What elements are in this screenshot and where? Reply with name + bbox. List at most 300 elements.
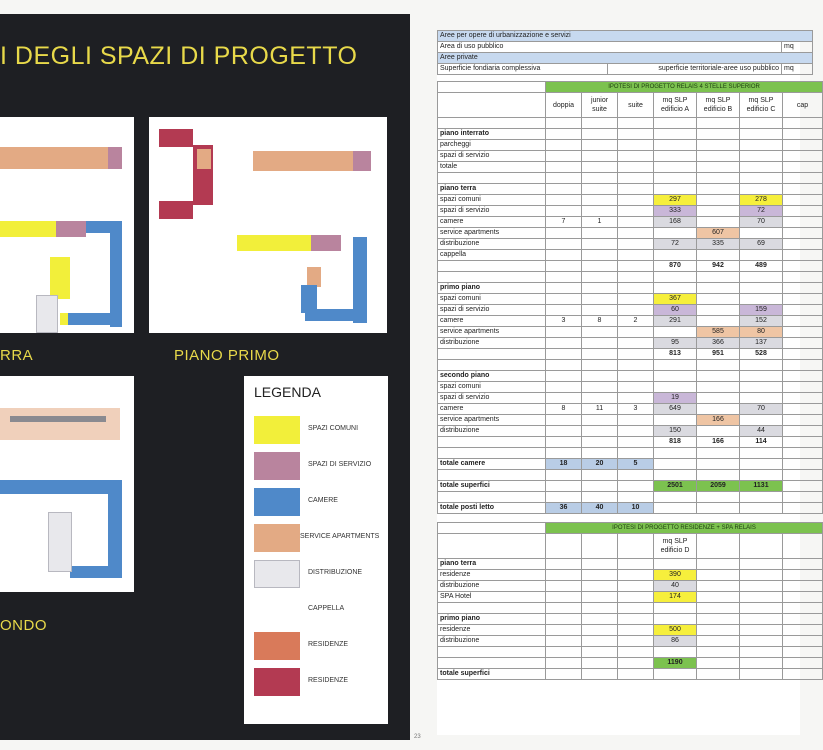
- summary-row: [438, 53, 813, 64]
- row-label: spazi comuni: [438, 294, 546, 305]
- total-value: 1190: [654, 658, 697, 669]
- empty-cell: [783, 459, 823, 470]
- summary-formula: superficie territoriale-aree uso pubblico: [608, 64, 782, 75]
- empty-cell: [438, 658, 546, 669]
- empty-cell: [438, 470, 546, 481]
- caption-piano-primo: PIANO PRIMO: [174, 347, 280, 364]
- value-cell: [740, 140, 783, 151]
- value-cell: 366: [697, 338, 740, 349]
- empty-cell: [783, 636, 823, 647]
- empty-cell: [654, 470, 697, 481]
- total-value: [697, 459, 740, 470]
- value-cell: [582, 250, 618, 261]
- row-label: SPA Hotel: [438, 592, 546, 603]
- summary-row: [438, 64, 813, 75]
- empty-cell: [783, 614, 823, 625]
- empty-cell: [740, 129, 783, 140]
- empty-cell: [654, 448, 697, 459]
- section-title: secondo piano: [438, 371, 546, 382]
- empty-cell: [697, 360, 740, 371]
- empty-cell: [618, 603, 654, 614]
- value-cell: [546, 250, 582, 261]
- total-value: 20: [582, 459, 618, 470]
- row-label: [438, 349, 546, 360]
- value-cell: [546, 239, 582, 250]
- empty-cell: [783, 426, 823, 437]
- empty-cell: [740, 371, 783, 382]
- value-cell: [618, 239, 654, 250]
- value-cell: [654, 162, 697, 173]
- total-value: [740, 459, 783, 470]
- value-cell: [697, 404, 740, 415]
- empty-cell: [582, 184, 618, 195]
- column-header: suite: [618, 93, 654, 118]
- value-cell: [740, 294, 783, 305]
- summary-unit: mq: [782, 42, 813, 53]
- column-header: doppia: [546, 93, 582, 118]
- empty-cell: [740, 559, 783, 570]
- value-cell: [582, 140, 618, 151]
- value-cell: [618, 338, 654, 349]
- empty-cell: [654, 129, 697, 140]
- value-cell: [546, 393, 582, 404]
- section-title: primo piano: [438, 614, 546, 625]
- value-cell: [740, 393, 783, 404]
- empty-cell: [546, 173, 582, 184]
- value-cell: [582, 327, 618, 338]
- empty-cell: [697, 581, 740, 592]
- table-row: [438, 415, 823, 426]
- legend-label: RESIDENZE: [308, 677, 349, 684]
- empty-cell: [546, 448, 582, 459]
- empty-cell: [783, 217, 823, 228]
- legend-item-residenze-a: [254, 632, 388, 660]
- empty-cell: [740, 448, 783, 459]
- legend-swatch: [254, 560, 300, 588]
- table-row: [438, 426, 823, 437]
- empty-cell: [618, 492, 654, 503]
- value-cell: [582, 151, 618, 162]
- spa-header: IPOTESI DI PROGETTO RESIDENZE + SPA RELAIS: [546, 523, 823, 534]
- empty-cell: [783, 338, 823, 349]
- empty-cell: [697, 283, 740, 294]
- row-label: [438, 437, 546, 448]
- table-row: [438, 570, 823, 581]
- table-row: [438, 305, 823, 316]
- empty-cell: [438, 272, 546, 283]
- total-value: [546, 481, 582, 492]
- value-cell: 607: [697, 228, 740, 239]
- value-cell: [546, 382, 582, 393]
- total-value: 1131: [740, 481, 783, 492]
- value-cell: 80: [740, 327, 783, 338]
- empty-cell: [546, 371, 582, 382]
- total-label: totale camere: [438, 459, 546, 470]
- legend-item-spazi-comuni: [254, 416, 388, 444]
- value-cell: 72: [740, 206, 783, 217]
- value-cell: [740, 382, 783, 393]
- value-cell: [546, 305, 582, 316]
- value-cell: [740, 415, 783, 426]
- caption-secondo-piano: ONDO: [0, 617, 47, 634]
- legend-label: CAPPELLA: [308, 605, 345, 612]
- empty-cell: [618, 592, 654, 603]
- empty-cell: [783, 448, 823, 459]
- section-title: piano terra: [438, 559, 546, 570]
- value-cell: [546, 437, 582, 448]
- spa-column-header-row: [438, 534, 823, 559]
- total-value: 18: [546, 459, 582, 470]
- empty-cell: [618, 658, 654, 669]
- value-cell: 168: [654, 217, 697, 228]
- empty-cell: [582, 470, 618, 481]
- column-header: mq SLP edificio B: [697, 93, 740, 118]
- row-label: camere: [438, 404, 546, 415]
- empty-cell: [546, 129, 582, 140]
- section-title-row: [438, 283, 823, 294]
- empty-cell: [783, 559, 823, 570]
- summary-unit: mq: [782, 64, 813, 75]
- empty-cell: [783, 360, 823, 371]
- value-cell: [697, 382, 740, 393]
- empty-cell: [582, 173, 618, 184]
- spa-header-row: [438, 523, 823, 534]
- subtotal-row: [438, 437, 823, 448]
- empty-cell: [697, 371, 740, 382]
- empty-cell: [783, 140, 823, 151]
- total-value: 5: [618, 459, 654, 470]
- empty-cell: [740, 592, 783, 603]
- value-cell: [618, 195, 654, 206]
- value-cell: 813: [654, 349, 697, 360]
- plan-piano-terra: [0, 117, 134, 333]
- empty-cell: [618, 669, 654, 680]
- value-cell: 291: [654, 316, 697, 327]
- spacer-row: [438, 272, 823, 283]
- empty-cell: [618, 184, 654, 195]
- empty-cell: [740, 625, 783, 636]
- empty-cell: [582, 492, 618, 503]
- table-row: [438, 393, 823, 404]
- empty-cell: [740, 118, 783, 129]
- value-cell: [618, 305, 654, 316]
- empty-cell: [697, 173, 740, 184]
- value-cell: [740, 162, 783, 173]
- value-cell: [546, 338, 582, 349]
- row-label: distribuzione: [438, 581, 546, 592]
- empty-cell: [546, 636, 582, 647]
- empty-cell: [783, 371, 823, 382]
- value-cell: [618, 206, 654, 217]
- column-header: cap: [783, 93, 823, 118]
- table-row: [438, 338, 823, 349]
- section-title: piano terra: [438, 184, 546, 195]
- total-label: totale posti letto: [438, 503, 546, 514]
- empty-cell: [783, 492, 823, 503]
- empty-cell: [783, 283, 823, 294]
- summary-label: Aree private: [438, 53, 813, 64]
- value-cell: 72: [654, 239, 697, 250]
- empty-cell: [438, 534, 546, 559]
- empty-cell: [546, 669, 582, 680]
- value-cell: [697, 206, 740, 217]
- legend-label: RESIDENZE: [308, 641, 349, 648]
- value-cell: [618, 415, 654, 426]
- empty-cell: [546, 658, 582, 669]
- empty-cell: [740, 647, 783, 658]
- empty-cell: [740, 570, 783, 581]
- empty-cell: [546, 559, 582, 570]
- empty-cell: [740, 492, 783, 503]
- value-cell: [654, 151, 697, 162]
- empty-cell: [654, 173, 697, 184]
- legend-item-service-apartments: [254, 524, 388, 552]
- value-cell: [618, 426, 654, 437]
- empty-cell: [697, 570, 740, 581]
- empty-cell: [783, 173, 823, 184]
- plan-secondo-piano: [0, 376, 134, 592]
- empty-cell: [783, 162, 823, 173]
- plan-piano-primo: [149, 117, 387, 333]
- empty-cell: [783, 382, 823, 393]
- total-label: totale superfici: [438, 669, 546, 680]
- total-value: 2059: [697, 481, 740, 492]
- value-cell: [582, 162, 618, 173]
- row-label: service apartments: [438, 415, 546, 426]
- summary-label: Aree per opere di urbanizzazione e servizi: [438, 31, 813, 42]
- value-cell: 335: [697, 239, 740, 250]
- empty-cell: [740, 173, 783, 184]
- empty-cell: [783, 658, 823, 669]
- value-cell: [582, 393, 618, 404]
- table-row: [438, 592, 823, 603]
- value-cell: [740, 228, 783, 239]
- empty-cell: [740, 283, 783, 294]
- value-cell: [654, 140, 697, 151]
- legend-label: SPAZI DI SERVIZIO: [308, 461, 372, 468]
- value-cell: [546, 327, 582, 338]
- empty-cell: [582, 592, 618, 603]
- empty-cell: [783, 239, 823, 250]
- empty-cell: [582, 448, 618, 459]
- empty-cell: [783, 437, 823, 448]
- total-value: [740, 503, 783, 514]
- empty-cell: [582, 559, 618, 570]
- value-cell: [546, 195, 582, 206]
- empty-cell: [618, 371, 654, 382]
- empty-cell: [618, 625, 654, 636]
- value-cell: 3: [618, 404, 654, 415]
- value-cell: 166: [697, 415, 740, 426]
- spacer-row: [438, 448, 823, 459]
- row-label: [438, 261, 546, 272]
- empty-cell: [783, 261, 823, 272]
- empty-cell: [697, 614, 740, 625]
- empty-cell: [783, 184, 823, 195]
- table-row: [438, 239, 823, 250]
- empty-cell: [546, 647, 582, 658]
- value-cell: [697, 151, 740, 162]
- empty-cell: [697, 118, 740, 129]
- empty-cell: [618, 559, 654, 570]
- table-row: [438, 327, 823, 338]
- value-cell: [582, 437, 618, 448]
- empty-cell: [783, 294, 823, 305]
- empty-cell: [438, 173, 546, 184]
- empty-cell: [438, 118, 546, 129]
- value-cell: [618, 162, 654, 173]
- empty-cell: [618, 173, 654, 184]
- total-value: [654, 503, 697, 514]
- table-row: [438, 316, 823, 327]
- empty-cell: [582, 625, 618, 636]
- spa-table: [437, 522, 823, 680]
- value-cell: 69: [740, 239, 783, 250]
- empty-cell: [740, 534, 783, 559]
- empty-cell: [740, 636, 783, 647]
- value-cell: 500: [654, 625, 697, 636]
- empty-cell: [740, 581, 783, 592]
- empty-cell: [783, 349, 823, 360]
- empty-cell: [697, 534, 740, 559]
- empty-cell: [783, 470, 823, 481]
- total-value: 2501: [654, 481, 697, 492]
- empty-cell: [740, 272, 783, 283]
- empty-cell: [582, 636, 618, 647]
- empty-cell: [546, 570, 582, 581]
- total-value: [697, 503, 740, 514]
- row-label: cappella: [438, 250, 546, 261]
- value-cell: [697, 426, 740, 437]
- empty-cell: [582, 658, 618, 669]
- column-header: mq SLP edificio C: [740, 93, 783, 118]
- row-label: distribuzione: [438, 239, 546, 250]
- legend-label: SERVICE APARTMENTS: [300, 533, 380, 540]
- empty-cell: [740, 603, 783, 614]
- empty-cell: [697, 592, 740, 603]
- total-value: 10: [618, 503, 654, 514]
- legend: [244, 376, 388, 724]
- value-cell: 114: [740, 437, 783, 448]
- value-cell: [618, 151, 654, 162]
- value-cell: 166: [697, 437, 740, 448]
- total-row: [438, 459, 823, 470]
- empty-cell: [783, 206, 823, 217]
- empty-cell: [783, 592, 823, 603]
- value-cell: [546, 349, 582, 360]
- empty-cell: [582, 647, 618, 658]
- empty-cell: [582, 272, 618, 283]
- relais-table: [437, 81, 823, 514]
- empty-cell: [582, 570, 618, 581]
- value-cell: [582, 239, 618, 250]
- value-cell: [546, 261, 582, 272]
- empty-cell: [783, 581, 823, 592]
- value-cell: [697, 162, 740, 173]
- value-cell: [582, 338, 618, 349]
- value-cell: 8: [582, 316, 618, 327]
- empty-cell: [697, 669, 740, 680]
- row-label: spazi di servizio: [438, 206, 546, 217]
- value-cell: [582, 382, 618, 393]
- row-label: totale: [438, 162, 546, 173]
- value-cell: [618, 327, 654, 338]
- row-label: spazi di servizio: [438, 393, 546, 404]
- value-cell: 95: [654, 338, 697, 349]
- spa-total-row: [438, 669, 823, 680]
- empty-cell: [546, 272, 582, 283]
- value-cell: 70: [740, 404, 783, 415]
- spacer-cell: [438, 93, 546, 118]
- row-label: distribuzione: [438, 338, 546, 349]
- total-value: 36: [546, 503, 582, 514]
- value-cell: 333: [654, 206, 697, 217]
- section-title-row: [438, 184, 823, 195]
- empty-cell: [740, 658, 783, 669]
- empty-cell: [654, 603, 697, 614]
- empty-cell: [546, 625, 582, 636]
- empty-cell: [697, 129, 740, 140]
- empty-cell: [618, 272, 654, 283]
- legend-item-cappella: [254, 596, 388, 624]
- empty-cell: [783, 316, 823, 327]
- empty-cell: [783, 404, 823, 415]
- empty-cell: [697, 647, 740, 658]
- top-summary-table: [437, 30, 813, 75]
- empty-cell: [783, 669, 823, 680]
- empty-cell: [546, 184, 582, 195]
- spacer-row: [438, 603, 823, 614]
- value-cell: [582, 195, 618, 206]
- section-title: primo piano: [438, 283, 546, 294]
- column-header: mq SLP edificio D: [654, 534, 697, 559]
- legend-swatch: [254, 596, 300, 624]
- empty-cell: [783, 625, 823, 636]
- empty-cell: [783, 151, 823, 162]
- value-cell: [582, 206, 618, 217]
- value-cell: [740, 151, 783, 162]
- empty-cell: [654, 647, 697, 658]
- summary-row: [438, 31, 813, 42]
- value-cell: [654, 382, 697, 393]
- table-row: [438, 217, 823, 228]
- empty-cell: [618, 647, 654, 658]
- row-label: distribuzione: [438, 426, 546, 437]
- total-label: totale superfici: [438, 481, 546, 492]
- value-cell: 367: [654, 294, 697, 305]
- value-cell: 8: [546, 404, 582, 415]
- value-cell: 1: [582, 217, 618, 228]
- value-cell: 870: [654, 261, 697, 272]
- legend-swatch: [254, 416, 300, 444]
- empty-cell: [697, 658, 740, 669]
- page-number: 23: [414, 734, 421, 740]
- legend-label: DISTRIBUZIONE: [308, 569, 363, 576]
- table-row: [438, 151, 823, 162]
- value-cell: [582, 228, 618, 239]
- empty-cell: [697, 603, 740, 614]
- empty-cell: [740, 184, 783, 195]
- value-cell: [546, 206, 582, 217]
- empty-cell: [697, 272, 740, 283]
- spacer-row: [438, 470, 823, 481]
- empty-cell: [582, 118, 618, 129]
- row-label: spazi di servizio: [438, 151, 546, 162]
- value-cell: 649: [654, 404, 697, 415]
- row-label: service apartments: [438, 327, 546, 338]
- section-title-row: [438, 614, 823, 625]
- empty-cell: [783, 272, 823, 283]
